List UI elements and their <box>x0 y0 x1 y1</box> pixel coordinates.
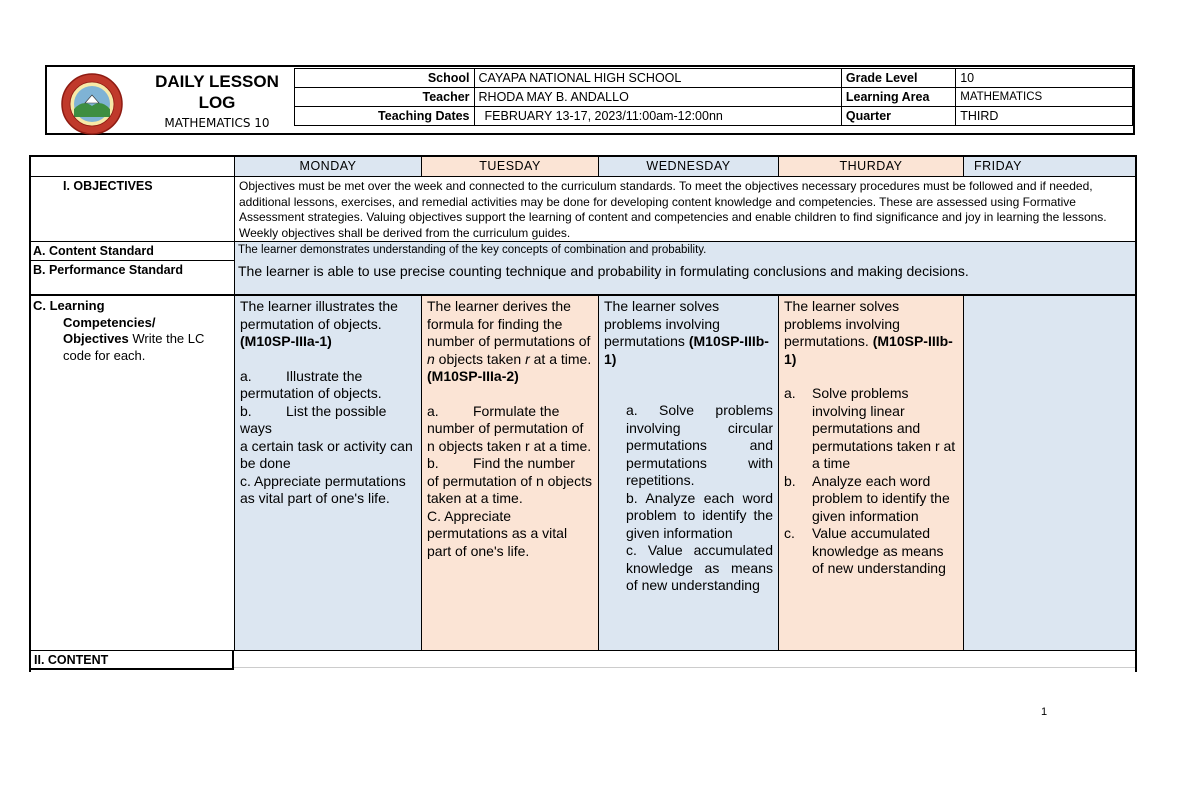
wednesday-intro: The learner solves problems involving permutations <box>604 298 720 349</box>
lesson-log-grid <box>29 155 1137 672</box>
wednesday-a-text: a. Solve problems involving circular permutations and permutations with repetitions. <box>626 402 773 488</box>
competencies-label-line1: C. Learning <box>33 298 105 313</box>
monday-code: (M10SP-IIIa-1) <box>240 333 332 349</box>
day-header-friday: FRIDAY <box>963 157 1135 177</box>
monday-a-text: Illustrate the <box>286 367 363 384</box>
tuesday-competency-cell <box>421 296 598 650</box>
competencies-label-bold: Objectives <box>63 331 129 346</box>
learning-area-label: Learning Area <box>841 88 955 107</box>
wednesday-c-text: c. Value accumulated knowledge as means of new understanding <box>626 542 773 593</box>
monday-competency-cell <box>234 296 421 650</box>
school-label: School <box>295 69 475 88</box>
day-header-tuesday: TUESDAY <box>421 157 598 177</box>
school-value: CAYAPA NATIONAL HIGH SCHOOL <box>474 69 841 88</box>
header-box <box>45 65 1135 135</box>
wednesday-competency-cell <box>598 296 778 650</box>
day-header-wednesday: WEDNESDAY <box>598 157 778 177</box>
monday-c-text: c. Appreciate permutations as vital part of one's life. <box>240 472 406 506</box>
thursday-c-marker: c. <box>784 525 795 541</box>
tuesday-a-marker: a. <box>427 402 439 419</box>
tuesday-b-text: Find the number <box>473 455 575 471</box>
subject-subtitle: MATHEMATICS 10 <box>164 116 270 130</box>
title-line-2: LOG <box>198 93 236 112</box>
thursday-b-text: Analyze each word problem to identify the given information <box>812 472 950 524</box>
teacher-label: Teacher <box>295 88 475 107</box>
teacher-value: RHODA MAY B. ANDALLO <box>474 88 841 107</box>
monday-intro: The learner illustrates the permutation of objects. <box>240 298 398 332</box>
monday-b-cont2: a certain task or activity can be done <box>240 437 413 471</box>
tuesday-c-text: C. Appreciate permutations as a vital part of one's life. <box>427 507 568 559</box>
tuesday-b-marker: b. <box>427 455 439 471</box>
day-header-blank <box>31 157 234 177</box>
learning-area-value: MATHEMATICS <box>956 88 1133 107</box>
competencies-label-rest: Write the LC <box>128 331 205 346</box>
grade-level-value: 10 <box>956 69 1133 88</box>
performance-standard-text: The learner is able to use precise counting technique and probability in formulating conclusions and making decisions. <box>238 263 969 279</box>
day-header-monday: MONDAY <box>234 157 421 177</box>
tuesday-intro-post: at a time. <box>529 350 592 367</box>
monday-b-cont1: ways <box>240 420 272 436</box>
thursday-intro: The learner solves problems involving permutations. <box>784 298 900 349</box>
thursday-a-marker: a. <box>784 385 796 401</box>
thursday-competency-cell <box>778 296 963 650</box>
title-line-1: DAILY LESSON <box>155 72 279 91</box>
monday-a-cont: permutation of objects. <box>240 385 382 401</box>
thursday-a-text: Solve problems involving linear permutations and permutations taken r at a time <box>812 385 956 471</box>
tuesday-b-cont: of permutation of n objects taken at a time. <box>427 472 592 506</box>
wednesday-code: (M10SP-IIIb-1) <box>604 333 769 367</box>
wednesday-b-text: b. Analyze each word problem to identify the given information <box>626 489 773 541</box>
content-standard-label: A. Content Standard <box>33 244 154 258</box>
thursday-c-text: Value accumulated knowledge as means of new understanding <box>812 525 946 576</box>
competencies-label-line4: code for each. <box>63 347 146 363</box>
quarter-value: THIRD <box>956 107 1133 126</box>
tuesday-intro-n: n <box>427 350 435 367</box>
page-number: 1 <box>1041 706 1048 718</box>
monday-b-text: List the possible <box>286 402 387 419</box>
tuesday-a-text: Formulate the <box>473 402 560 419</box>
content-label: II. CONTENT <box>31 650 234 670</box>
objectives-label: I. OBJECTIVES <box>63 179 153 193</box>
teaching-dates-label: Teaching Dates <box>295 107 475 126</box>
friday-competency-cell <box>963 296 1135 650</box>
tuesday-intro-pre: The learner derives the formula for finding the number of permutations of <box>427 298 591 349</box>
content-standard-text: The learner demonstrates understanding of the key concepts of combination and probability. <box>238 244 707 256</box>
grid-right-border <box>1135 155 1137 672</box>
monday-b-marker: b. <box>240 402 252 419</box>
tuesday-intro-mid: objects taken <box>434 350 526 367</box>
competencies-label-line2: Competencies/ <box>63 314 156 330</box>
performance-standard-label: B. Performance Standard <box>33 263 184 277</box>
tuesday-intro-r: r <box>525 350 530 367</box>
school-seal-logo <box>61 73 123 135</box>
tuesday-code: (M10SP-IIIa-2) <box>427 368 519 384</box>
content-value-cell <box>234 650 1135 668</box>
thursday-b-marker: b. <box>784 472 796 489</box>
tuesday-a-cont: number of permutation of n objects taken r at a time. <box>427 420 592 454</box>
teaching-dates-value: FEBRUARY 13-17, 2023/11:00am-12:00nn <box>474 107 841 126</box>
monday-a-marker: a. <box>240 367 252 384</box>
quarter-label: Quarter <box>841 107 955 126</box>
thursday-code: (M10SP-IIIb-1) <box>784 333 953 367</box>
document-title-block <box>142 71 292 130</box>
grade-level-label: Grade Level <box>841 69 955 88</box>
header-info-table <box>294 68 1133 126</box>
day-header-thursday: THURDAY <box>778 157 963 177</box>
competencies-label <box>31 296 234 650</box>
objectives-text: Objectives must be met over the week and connected to the curriculum standards. To meet the objectives necessary procedures must be followed and if needed, additional lessons, exercises, and remedial activities may be done for developing content knowledge and competencies. These are assessed using Formative Assessment strategies. Valuing objectives support the learning of content and competencies and enable children to find significance and joy in learning the lessons. Weekly objectives shall be derived from the curriculum guides. <box>234 177 1135 241</box>
